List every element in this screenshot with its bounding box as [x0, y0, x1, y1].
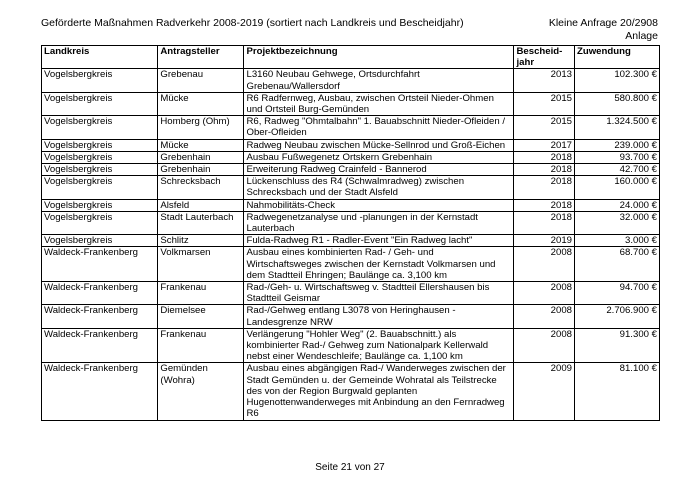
table-row: [42, 235, 660, 247]
cell-projekt: Lückenschluss des R4 (Schwalmradweg) zwischen Schrecksbach und der Stadt Alsfeld: [244, 176, 514, 199]
cell-projekt: Nahmobilitäts-Check: [244, 199, 514, 211]
cell-zuwendung: 94.700 €: [575, 282, 660, 305]
cell-jahr: 2008: [514, 305, 575, 328]
cell-zuwendung: 32.000 €: [575, 211, 660, 234]
table-row: [42, 151, 660, 163]
cell-projekt: Radwegenetzanalyse und -planungen in der Kernstadt Lauterbach: [244, 211, 514, 234]
column-header-landkreis: Landkreis: [42, 46, 158, 69]
cell-landkreis: Vogelsbergkreis: [42, 164, 158, 176]
cell-jahr: 2008: [514, 247, 575, 282]
cell-jahr: 2018: [514, 199, 575, 211]
cell-projekt: Ausbau eines abgängigen Rad-/ Wanderweges zwischen der Stadt Gemünden u. der Gemeinde Wohratal als Teilstrecke des von der Region Burgwald geplanten Hugenottenwanderweges mit Anbindung an den Fernradweg R6: [244, 363, 514, 420]
table-row: [42, 328, 660, 363]
reference-number: Kleine Anfrage 20/2908: [548, 17, 658, 29]
cell-jahr: 2017: [514, 139, 575, 151]
cell-landkreis: Vogelsbergkreis: [42, 139, 158, 151]
cell-jahr: 2018: [514, 151, 575, 163]
cell-antragsteller: Mücke: [158, 139, 244, 151]
cell-landkreis: Vogelsbergkreis: [42, 176, 158, 199]
cell-landkreis: Waldeck-Frankenberg: [42, 282, 158, 305]
column-header-jahr: Bescheid- jahr: [514, 46, 575, 69]
cell-landkreis: Waldeck-Frankenberg: [42, 305, 158, 328]
funding-table: [41, 45, 660, 421]
reference-annex: Anlage: [625, 30, 658, 42]
table-row: [42, 363, 660, 420]
cell-projekt: Fulda-Radweg R1 - Radler-Event "Ein Radweg lacht": [244, 235, 514, 247]
cell-zuwendung: 239.000 €: [575, 139, 660, 151]
cell-projekt: R6, Radweg "Ohmtalbahn" 1. Bauabschnitt Nieder-Ofleiden / Ober-Ofleiden: [244, 116, 514, 139]
cell-projekt: L3160 Neubau Gehwege, Ortsdurchfahrt Grebenau/Wallersdorf: [244, 69, 514, 92]
table-row: [42, 176, 660, 199]
cell-landkreis: Vogelsbergkreis: [42, 92, 158, 115]
cell-antragsteller: Mücke: [158, 92, 244, 115]
cell-zuwendung: 91.300 €: [575, 328, 660, 363]
cell-zuwendung: 81.100 €: [575, 363, 660, 420]
cell-antragsteller: Grebenhain: [158, 164, 244, 176]
table-row: [42, 305, 660, 328]
cell-landkreis: Waldeck-Frankenberg: [42, 247, 158, 282]
table-row: [42, 247, 660, 282]
cell-projekt: Ausbau Fußwegenetz Ortskern Grebenhain: [244, 151, 514, 163]
table-row: [42, 199, 660, 211]
cell-zuwendung: 42.700 €: [575, 164, 660, 176]
table-row: [42, 164, 660, 176]
page-number: Seite 21 von 27: [315, 462, 385, 473]
cell-projekt: Erweiterung Radweg Crainfeld - Bannerod: [244, 164, 514, 176]
cell-projekt: Radweg Neubau zwischen Mücke-Sellnrod und Groß-Eichen: [244, 139, 514, 151]
table-row: [42, 116, 660, 139]
cell-projekt: Rad-/Geh- u. Wirtschaftsweg v. Stadtteil Ellershausen bis Stadtteil Geismar: [244, 282, 514, 305]
cell-antragsteller: Alsfeld: [158, 199, 244, 211]
cell-landkreis: Vogelsbergkreis: [42, 116, 158, 139]
table-row: [42, 139, 660, 151]
cell-zuwendung: 3.000 €: [575, 235, 660, 247]
cell-projekt: R6 Radfernweg, Ausbau, zwischen Ortsteil Nieder-Ohmen und Ortsteil Burg-Gemünden: [244, 92, 514, 115]
cell-zuwendung: 1.324.500 €: [575, 116, 660, 139]
document-reference: [549, 17, 658, 43]
cell-jahr: 2013: [514, 69, 575, 92]
column-header-projekt: Projektbezeichnung: [244, 46, 514, 69]
cell-jahr: 2008: [514, 328, 575, 363]
cell-landkreis: Waldeck-Frankenberg: [42, 328, 158, 363]
cell-zuwendung: 68.700 €: [575, 247, 660, 282]
cell-antragsteller: Grebenhain: [158, 151, 244, 163]
table-row: [42, 92, 660, 115]
cell-zuwendung: 102.300 €: [575, 69, 660, 92]
cell-antragsteller: Stadt Lauterbach: [158, 211, 244, 234]
cell-antragsteller: Schlitz: [158, 235, 244, 247]
cell-landkreis: Vogelsbergkreis: [42, 69, 158, 92]
cell-landkreis: Vogelsbergkreis: [42, 235, 158, 247]
cell-jahr: 2018: [514, 211, 575, 234]
cell-jahr: 2018: [514, 164, 575, 176]
cell-projekt: Ausbau eines kombinierten Rad- / Geh- und Wirtschaftsweges zwischen der Kernstadt Volkmarsen und dem Stadtteil Ehringen; Baulänge ca. 3,100 km: [244, 247, 514, 282]
cell-zuwendung: 2.706.900 €: [575, 305, 660, 328]
cell-antragsteller: Gemünden (Wohra): [158, 363, 244, 420]
cell-antragsteller: Grebenau: [158, 69, 244, 92]
table-header-row: [42, 46, 660, 69]
cell-jahr: 2018: [514, 176, 575, 199]
cell-jahr: 2008: [514, 282, 575, 305]
column-header-zuwendung: Zuwendung: [575, 46, 660, 69]
table-row: [42, 211, 660, 234]
cell-zuwendung: 160.000 €: [575, 176, 660, 199]
cell-projekt: Verlängerung "Hohler Weg" (2. Bauabschnitt.) als kombinierter Rad-/ Gehweg zum Nationalpark Kellerwald nebst einer Wendeschleife; Baulänge ca. 1,100 km: [244, 328, 514, 363]
cell-antragsteller: Frankenau: [158, 328, 244, 363]
cell-antragsteller: Diemelsee: [158, 305, 244, 328]
cell-zuwendung: 580.800 €: [575, 92, 660, 115]
cell-antragsteller: Frankenau: [158, 282, 244, 305]
cell-landkreis: Vogelsbergkreis: [42, 211, 158, 234]
cell-landkreis: Vogelsbergkreis: [42, 199, 158, 211]
cell-landkreis: Waldeck-Frankenberg: [42, 363, 158, 420]
cell-landkreis: Vogelsbergkreis: [42, 151, 158, 163]
cell-jahr: 2019: [514, 235, 575, 247]
document-title: Geförderte Maßnahmen Radverkehr 2008-2019 (sortiert nach Landkreis und Bescheidjahr): [41, 17, 464, 29]
table-row: [42, 282, 660, 305]
cell-antragsteller: Volkmarsen: [158, 247, 244, 282]
cell-antragsteller: Schrecksbach: [158, 176, 244, 199]
table-row: [42, 69, 660, 92]
column-header-antragsteller: Antragsteller: [158, 46, 244, 69]
cell-zuwendung: 24.000 €: [575, 199, 660, 211]
cell-zuwendung: 93.700 €: [575, 151, 660, 163]
cell-jahr: 2009: [514, 363, 575, 420]
cell-jahr: 2015: [514, 116, 575, 139]
cell-projekt: Rad-/Gehweg entlang L3078 von Heringhausen - Landesgrenze NRW: [244, 305, 514, 328]
cell-antragsteller: Homberg (Ohm): [158, 116, 244, 139]
cell-jahr: 2015: [514, 92, 575, 115]
